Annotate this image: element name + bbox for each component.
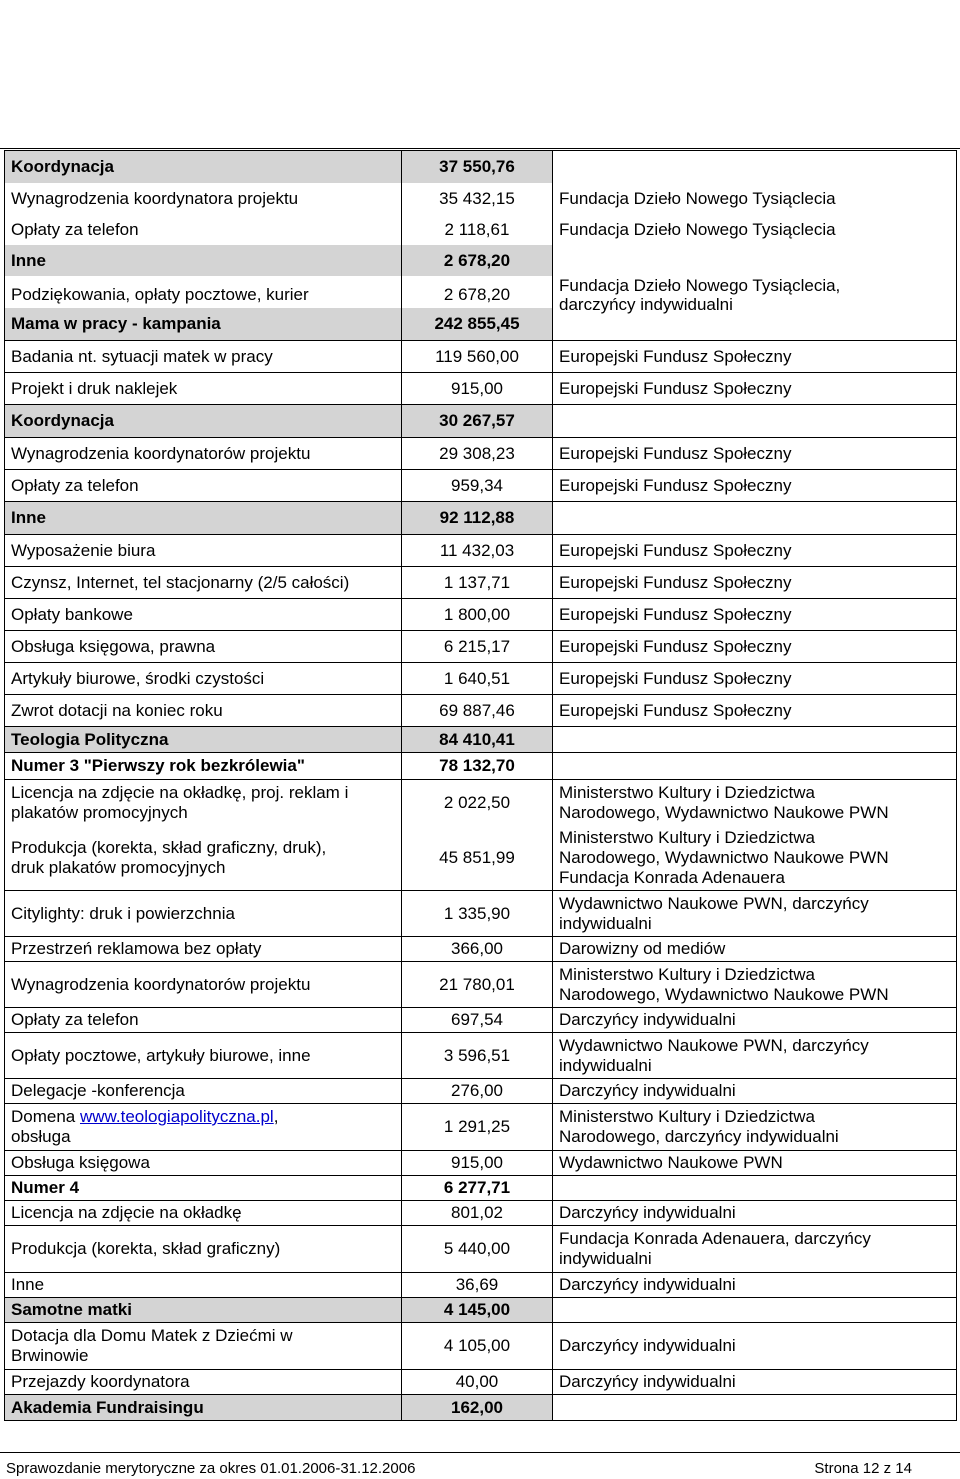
row-amount: 2 678,20 <box>401 276 553 314</box>
table-row <box>4 1032 957 1078</box>
table-row <box>4 1297 957 1322</box>
table-row <box>4 1322 957 1369</box>
table-row <box>4 1175 957 1200</box>
row-source <box>553 1395 956 1420</box>
row-source: Darczyńcy indywidualni <box>559 1081 736 1100</box>
row-amount: 3 596,51 <box>401 1033 553 1078</box>
row-label: Obsługa księgowa <box>11 1153 150 1172</box>
row-amount: 1 800,00 <box>401 599 553 630</box>
table-row <box>4 501 957 534</box>
label-prefix: Domena <box>11 1107 80 1126</box>
table-row <box>4 752 957 779</box>
table-row <box>4 437 957 469</box>
row-amount: 959,34 <box>401 470 553 501</box>
row-source: Europejski Fundusz Społeczny <box>559 572 792 592</box>
row-amount: 276,00 <box>401 1079 553 1103</box>
row-amount: 6 277,71 <box>401 1176 553 1200</box>
row-source: Fundacja Dzieło Nowego Tysiąclecia <box>559 219 836 239</box>
row-source: Europejski Fundusz Społeczny <box>559 475 792 495</box>
row-source: Europejski Fundusz Społeczny <box>559 540 792 560</box>
row-label: Teologia Polityczna <box>5 727 401 752</box>
row-source: Europejski Fundusz Społeczny <box>559 443 792 463</box>
row-source: Ministerstwo Kultury i Dziedzictwa Narodowego, Wydawnictwo Naukowe PWN <box>559 782 889 822</box>
row-label: Zwrot dotacji na koniec roku <box>11 700 223 720</box>
row-amount: 915,00 <box>401 1151 553 1175</box>
row-amount: 21 780,01 <box>401 962 553 1007</box>
row-source: Europejski Fundusz Społeczny <box>559 346 792 366</box>
row-source: Darczyńcy indywidualni <box>559 1372 736 1391</box>
row-amount: 92 112,88 <box>401 502 553 534</box>
row-source <box>553 753 956 779</box>
row-label: Produkcja (korekta, skład graficzny) <box>11 1239 281 1258</box>
table-row <box>4 469 957 501</box>
row-label: Wynagrodzenia koordynatora projektu <box>11 188 299 208</box>
row-amount: 1 291,25 <box>401 1104 553 1150</box>
row-source <box>553 245 956 276</box>
row-source: Darczyńcy indywidualni <box>559 1275 736 1294</box>
row-source: Darczyńcy indywidualni <box>559 1010 736 1029</box>
table-row <box>4 630 957 662</box>
table-row <box>4 404 957 437</box>
row-label: Podziękowania, opłaty pocztowe, kurier <box>11 285 309 304</box>
row-source: Darowizny od mediów <box>559 939 726 958</box>
row-amount: 162,00 <box>401 1395 553 1420</box>
table-row <box>4 308 957 340</box>
row-source: Europejski Fundusz Społeczny <box>559 636 792 656</box>
row-source: Ministerstwo Kultury i Dziedzictwa Narodowego, Wydawnictwo Naukowe PWN Fundacja Konrada Adenauera <box>559 827 889 887</box>
table-row <box>4 1225 957 1272</box>
row-label: Samotne matki <box>5 1298 401 1322</box>
row-amount: 801,02 <box>401 1201 553 1225</box>
row-source <box>553 1298 956 1322</box>
page-footer <box>6 1460 912 1477</box>
row-label: Przejazdy koordynatora <box>11 1372 190 1391</box>
row-amount: 697,54 <box>401 1008 553 1032</box>
table-row <box>4 566 957 598</box>
table-row <box>4 961 957 1007</box>
row-label: Projekt i druk naklejek <box>11 378 178 398</box>
label-suffix: , obsługa <box>11 1107 279 1146</box>
row-source <box>553 502 956 534</box>
table-row <box>4 779 957 825</box>
table-row <box>4 1272 957 1297</box>
table-row <box>4 890 957 936</box>
row-label: Opłaty pocztowe, artykuły biurowe, inne <box>11 1045 311 1065</box>
row-label: Obsługa księgowa, prawna <box>11 636 216 656</box>
row-amount: 1 137,71 <box>401 567 553 598</box>
row-label: Citylighty: druk i powierzchnia <box>11 903 235 923</box>
row-amount: 2 678,20 <box>401 245 553 276</box>
row-label: Opłaty za telefon <box>11 1010 139 1029</box>
row-amount: 69 887,46 <box>401 695 553 726</box>
budget-table <box>4 150 957 1421</box>
row-source: Europejski Fundusz Społeczny <box>559 668 792 688</box>
row-amount: 2 022,50 <box>401 780 553 825</box>
row-amount: 4 145,00 <box>401 1298 553 1322</box>
row-amount: 6 215,17 <box>401 631 553 662</box>
row-amount: 4 105,00 <box>401 1323 553 1369</box>
table-row <box>4 1150 957 1175</box>
row-label: Licencja na zdjęcie na okładkę <box>11 1203 242 1222</box>
row-amount: 84 410,41 <box>401 727 553 752</box>
table-row <box>4 694 957 726</box>
row-source <box>553 308 956 340</box>
row-amount: 1 640,51 <box>401 663 553 694</box>
row-amount: 2 118,61 <box>401 214 553 245</box>
table-row <box>4 598 957 630</box>
website-link[interactable]: www.teologiapolityczna.pl <box>79 1107 274 1126</box>
row-source: Europejski Fundusz Społeczny <box>559 378 792 398</box>
row-label: Wynagrodzenia koordynatorów projektu <box>11 443 311 463</box>
row-source: Fundacja Dzieło Nowego Tysiąclecia, darczyńcy indywidualni <box>559 276 841 314</box>
row-amount: 5 440,00 <box>401 1226 553 1272</box>
row-label: Czynsz, Internet, tel stacjonarny (2/5 całości) <box>11 572 350 592</box>
row-source <box>553 405 956 437</box>
row-label: Inne <box>11 1275 45 1294</box>
table-row <box>4 150 957 183</box>
table-row <box>4 1007 957 1032</box>
table-row <box>4 1394 957 1421</box>
row-label: Inne <box>5 502 401 534</box>
row-label: Przestrzeń reklamowa bez opłaty <box>11 939 262 958</box>
table-row <box>4 1103 957 1150</box>
page-number: Strona 12 z 14 <box>814 1460 912 1477</box>
row-label: Wyposażenie biura <box>11 540 156 560</box>
row-amount: 915,00 <box>401 373 553 404</box>
table-row <box>4 825 957 890</box>
table-row <box>4 726 957 752</box>
row-label: Koordynacja <box>5 151 401 183</box>
table-row <box>4 245 957 276</box>
row-amount: 242 855,45 <box>401 308 553 340</box>
table-row <box>4 936 957 961</box>
row-label: Licencja na zdjęcie na okładkę, proj. reklam i plakatów promocyjnych <box>11 782 349 822</box>
table-row <box>4 1200 957 1225</box>
table-row <box>4 183 957 214</box>
document-header <box>516 4 916 55</box>
row-source: Wydawnictwo Naukowe PWN <box>559 1153 783 1172</box>
row-label: Artykuły biurowe, środki czystości <box>11 668 265 688</box>
row-label: Numer 3 "Pierwszy rok bezkrólewia" <box>11 756 305 775</box>
footer-rule <box>0 1452 960 1453</box>
row-amount: 30 267,57 <box>401 405 553 437</box>
table-row <box>4 534 957 566</box>
row-amount: 35 432,15 <box>401 183 553 214</box>
row-label: Opłaty za telefon <box>11 475 139 495</box>
row-label: Mama w pracy - kampania <box>5 308 401 340</box>
table-row <box>4 276 957 314</box>
row-source: Wydawnictwo Naukowe PWN, darczyńcy indywidualni <box>559 1035 869 1075</box>
row-label: Inne <box>5 245 401 276</box>
row-amount: 1 335,90 <box>401 891 553 936</box>
row-source: Europejski Fundusz Społeczny <box>559 604 792 624</box>
row-label: Opłaty bankowe <box>11 604 133 624</box>
organization-name: FUNDACJA ŚWIĘTEGO MIKOŁAJA <box>683 4 916 20</box>
table-row <box>4 340 957 372</box>
organization-nip: NIP 123-09-97-285 <box>797 38 916 54</box>
table-row <box>4 662 957 694</box>
report-period: Sprawozdanie merytoryczne za okres 01.01.2006-31.12.2006 <box>6 1460 416 1477</box>
row-amount: 45 851,99 <box>401 825 553 890</box>
row-source: Ministerstwo Kultury i Dziedzictwa Narodowego, darczyńcy indywidualni <box>559 1107 839 1146</box>
row-amount: 36,69 <box>401 1273 553 1297</box>
row-amount: 78 132,70 <box>401 753 553 779</box>
row-source <box>553 151 956 183</box>
row-amount: 37 550,76 <box>401 151 553 183</box>
row-source <box>553 727 956 752</box>
row-amount: 11 432,03 <box>401 535 553 566</box>
row-label: Opłaty za telefon <box>11 219 139 239</box>
row-source: Darczyńcy indywidualni <box>559 1203 736 1222</box>
table-row <box>4 1078 957 1103</box>
row-label: Numer 4 <box>11 1178 80 1197</box>
row-source: Fundacja Konrada Adenauera, darczyńcy indywidualni <box>559 1229 871 1268</box>
row-amount: 40,00 <box>401 1370 553 1394</box>
row-source: Europejski Fundusz Społeczny <box>559 700 792 720</box>
row-label <box>5 1104 401 1150</box>
table-row <box>4 214 957 245</box>
row-label: Badania nt. sytuacji matek w pracy <box>11 346 273 366</box>
row-source: Fundacja Dzieło Nowego Tysiąclecia <box>559 188 836 208</box>
table-row <box>4 1369 957 1394</box>
row-amount: 29 308,23 <box>401 438 553 469</box>
row-amount: 119 560,00 <box>401 341 553 372</box>
table-row <box>4 372 957 404</box>
row-label: Dotacja dla Domu Matek z Dziećmi w Brwinowie <box>11 1326 293 1365</box>
row-source: Darczyńcy indywidualni <box>559 1336 736 1355</box>
row-label: Delegacje -konferencja <box>11 1081 185 1100</box>
row-source: Ministerstwo Kultury i Dziedzictwa Narodowego, Wydawnictwo Naukowe PWN <box>559 964 889 1004</box>
row-label: Produkcja (korekta, skład graficzny, druk), druk plakatów promocyjnych <box>11 837 327 877</box>
row-source: Wydawnictwo Naukowe PWN, darczyńcy indywidualni <box>559 893 869 933</box>
row-label: Wynagrodzenia koordynatorów projektu <box>11 974 311 994</box>
organization-address: Ul. Przesmyckiego 40, 05-500 Piaseczno <box>660 21 916 37</box>
row-source <box>553 1176 956 1200</box>
row-amount: 366,00 <box>401 937 553 961</box>
page-top-rule <box>0 148 960 149</box>
row-label: Koordynacja <box>5 405 401 437</box>
row-label: Akademia Fundraisingu <box>5 1395 401 1420</box>
